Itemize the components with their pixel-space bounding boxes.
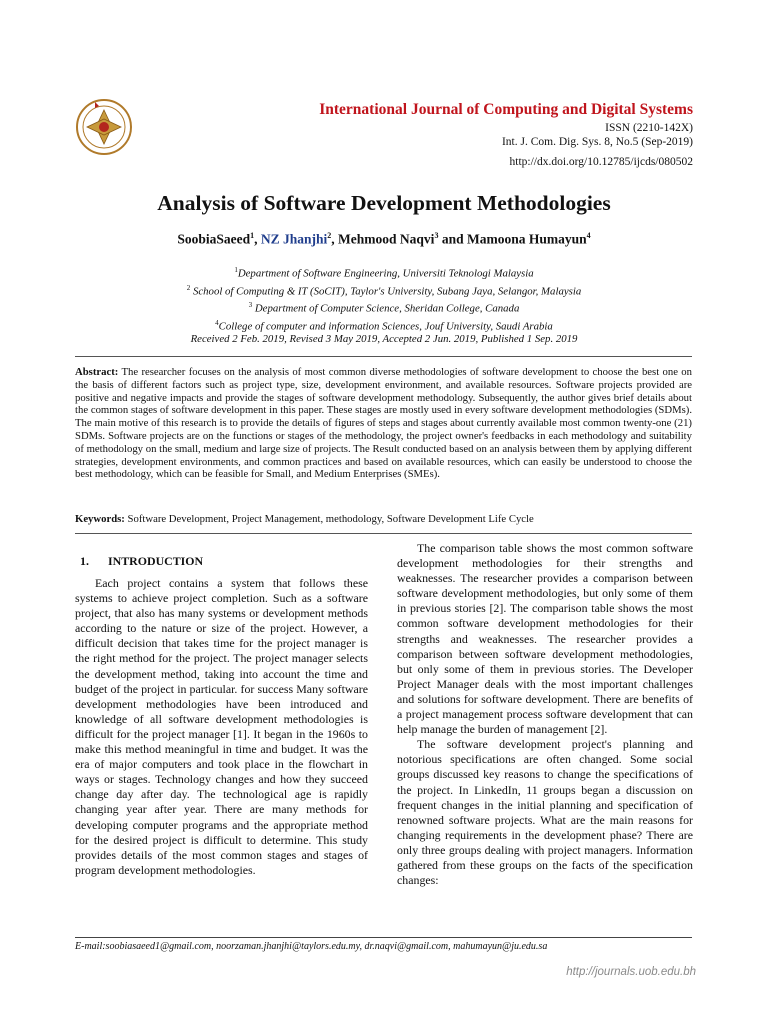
author-affiliation-mark: 4 — [586, 231, 591, 240]
affiliation-line — [0, 298, 768, 316]
affiliation-mark: 2 — [186, 283, 191, 292]
section-number: 1. — [80, 554, 89, 568]
doi-link[interactable]: http://dx.doi.org/10.12785/ijcds/080502 — [509, 156, 693, 168]
author-emails: E-mail:soobiasaeed1@gmail.com, noorzaman.jhanjhi@taylors.edu.my, dr.naqvi@gmail.com, mahumayun@ju.edu.sa — [75, 941, 548, 952]
journal-seal-logo — [75, 98, 133, 156]
keywords-text: Software Development, Project Management, methodology, Software Development Life Cycle — [127, 513, 534, 525]
journal-url-link[interactable]: http://journals.uob.edu.bh — [566, 966, 696, 978]
abstract-text: The researcher focuses on the analysis of most common diverse methodologies of software development to choose the best one on the basis of different factors such as project type, size, development environment, and available resources. Software projects provided are positive and negative impacts and provide the stages of software development methodology. Subsequently, the author gives brief details about the common stages of software development in this paper. These stages are mostly used in every software development methodologies (SDMs). The main motive of this research is to provide the details of figures of steps and stages about currently available most common twenty-one (21) SDMs. Software projects are on the functions or stages of the methodology, the project owner's feedbacks in each methodology and suitability of methodology on the small, medium and large size of projects. The Result conducted based on an analysis between them by applying different strategies, development environments, and common practices and based on available resources, which can easily be understood to choose the best methodology, which can be feasible for Small, and Medium Enterprises (SMEs). — [75, 366, 692, 481]
section-title: INTRODUCTION — [108, 554, 204, 568]
author-separator: , — [331, 231, 339, 247]
affiliations — [0, 263, 768, 333]
section-heading — [75, 554, 203, 569]
author-name: Mamoona Humayun — [466, 231, 587, 247]
right-column — [397, 541, 693, 888]
author-affiliation-mark: 2 — [327, 231, 332, 240]
paragraph: The comparison table shows the most common software development methodologies for their strengths and weaknesses. The researcher provides a comparison between software development methodologies, but only some of them in previous stories [2]. The comparison table shows the most common software development methodologies for their strengths and weaknesses. The researcher provides a comparison between software development methodologies, but only some of them in previous stories. The Developer Project Manager deals with the most important challenges and solutions for software development. There are benefits of a project management process software development that can help manage the burden of management [2]. — [397, 541, 693, 737]
author-affiliation-mark: 1 — [250, 231, 255, 240]
paragraph: The software development project's planning and notorious specifications are often changed. Some social groups discussed key reasons to change the specifications of the project. In LinkedIn, 11 groups began a discussion on frequent changes in the initial planning and specification of renowned software projects. What are the main reasons for changing requirements in the development phase? There are only three groups dealing with project managers. Information gathered from these groups on the facts of the specification changes: — [397, 737, 693, 888]
affiliation-mark: 3 — [248, 301, 253, 310]
paper-title: Analysis of Software Development Methodologies — [157, 191, 611, 215]
affiliation-mark: 4 — [215, 318, 219, 327]
affiliation-line — [0, 316, 768, 334]
author-name: Mehmood Naqvi — [338, 231, 435, 247]
author-separator: and — [438, 231, 467, 247]
issn: ISSN (2210-142X) — [605, 122, 693, 134]
footer-divider — [75, 937, 692, 938]
affiliation-line — [0, 281, 768, 299]
affiliation-text: Department of Software Engineering, Universiti Teknologi Malaysia — [237, 267, 534, 280]
keywords-label: Keywords: — [75, 513, 125, 525]
left-column — [75, 576, 368, 878]
author-name: SoobiaSaeed — [177, 231, 251, 247]
journal-title: International Journal of Computing and Digital Systems — [319, 101, 693, 118]
divider — [75, 533, 692, 534]
paragraph: Each project contains a system that follows these systems to achieve project completion. Such as a software project, that also has many systems or development methods according to the nature or size of the project. However, a difficult decision that takes time for the project manager is the right method for the project. The project manager selects the development method, taking into account the time and budget of the project in particular. for success Many software development methodologies have been introduced and knowledge of all software development methodologies is difficult for the project manager [1]. It began in the 1960s to make this method meaningful in time and budget. It was the era of major computers and took place in the flowchart in ways or stages. Technology changes and how they succeed change day after day. The technological age is rapidly changing year after year. There are many methods for developing computer programs and the appropriate method for the desired project is difficult to determine. This study provides details of the most common stages and stages of program development methodologies. — [75, 576, 368, 877]
author-list — [0, 231, 768, 248]
author-affiliation-mark: 3 — [434, 231, 439, 240]
abstract — [75, 366, 692, 481]
journal-citation: Int. J. Com. Dig. Sys. 8, No.5 (Sep-2019) — [501, 136, 693, 148]
keywords — [75, 513, 692, 525]
affiliation-text: College of computer and information Sciences, Jouf University, Saudi Arabia — [218, 320, 553, 333]
affiliation-line — [0, 263, 768, 281]
affiliation-mark: 1 — [234, 266, 238, 274]
publication-dates: Received 2 Feb. 2019, Revised 3 May 2019, Accepted 2 Jun. 2019, Published 1 Sep. 2019 — [190, 333, 578, 345]
affiliation-text: Department of Computer Science, Sheridan College, Canada — [254, 302, 520, 315]
affiliation-text: School of Computing & IT (SoCIT), Taylor's University, Subang Jaya, Selangor, Malaysia — [192, 285, 582, 298]
author-name-link[interactable]: NZ Jhanjhi — [260, 231, 328, 247]
abstract-label: Abstract: — [75, 366, 119, 378]
author-separator: , — [254, 231, 261, 247]
divider — [75, 356, 692, 357]
